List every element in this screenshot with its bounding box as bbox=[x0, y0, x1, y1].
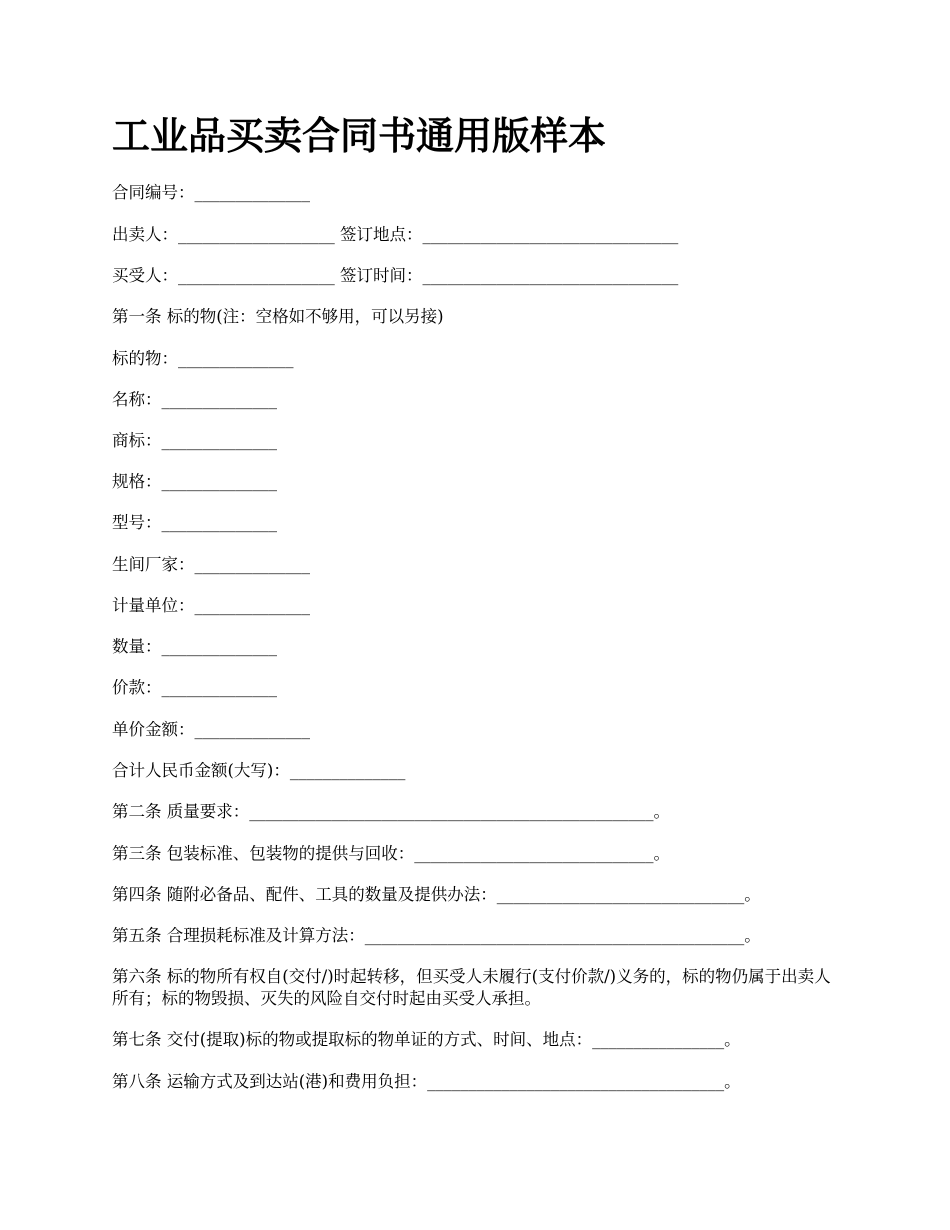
article-8-line: 第八条 运输方式及到达站(港)和费用负担：____________________________________。 bbox=[112, 1072, 741, 1091]
article-5-line: 第五条 合理损耗标准及计算方法：______________________________________________。 bbox=[112, 926, 761, 945]
name-line: 名称：______________ bbox=[112, 390, 277, 409]
price-line: 价款：______________ bbox=[112, 678, 277, 697]
model-line: 型号：______________ bbox=[112, 513, 277, 532]
contract-number-line: 合同编号：______________ bbox=[112, 183, 310, 202]
specification-line: 规格：______________ bbox=[112, 472, 277, 491]
total-rmb-amount-line: 合计人民币金额(大写)：______________ bbox=[112, 761, 406, 780]
manufacturer-line: 生间厂家：______________ bbox=[112, 555, 310, 574]
subject-matter-line: 标的物：______________ bbox=[112, 349, 294, 368]
article-1-heading: 第一条 标的物(注：空格如不够用，可以另接) bbox=[112, 307, 444, 326]
trademark-line: 商标：______________ bbox=[112, 431, 277, 450]
article-3-line: 第三条 包装标准、包装物的提供与回收：_____________________________。 bbox=[112, 844, 670, 863]
buyer-and-signing-time-line: 买受人：___________________ 签订时间：_______________________________ bbox=[112, 266, 679, 285]
unit-of-measure-line: 计量单位：______________ bbox=[112, 596, 310, 615]
article-4-line: 第四条 随附必备品、配件、工具的数量及提供办法：______________________________。 bbox=[112, 885, 761, 904]
article-6-paragraph: 第六条 标的物所有权自(交付/)时起转移，但买受人未履行(支付价款/)义务的，标的物仍属于出卖人所有；标的物毁损、灭失的风险自交付时起由买受人承担。 bbox=[112, 967, 831, 1008]
quantity-line: 数量：______________ bbox=[112, 637, 277, 656]
unit-price-amount-line: 单价金额：______________ bbox=[112, 720, 310, 739]
seller-and-signing-place-line: 出卖人：___________________ 签订地点：_______________________________ bbox=[112, 225, 679, 244]
article-7-line: 第七条 交付(提取)标的物或提取标的物单证的方式、时间、地点：________________。 bbox=[112, 1030, 741, 1049]
article-2-line: 第二条 质量要求：_________________________________________________。 bbox=[112, 802, 670, 821]
document-title: 工业品买卖合同书通用版样本 bbox=[112, 113, 607, 158]
